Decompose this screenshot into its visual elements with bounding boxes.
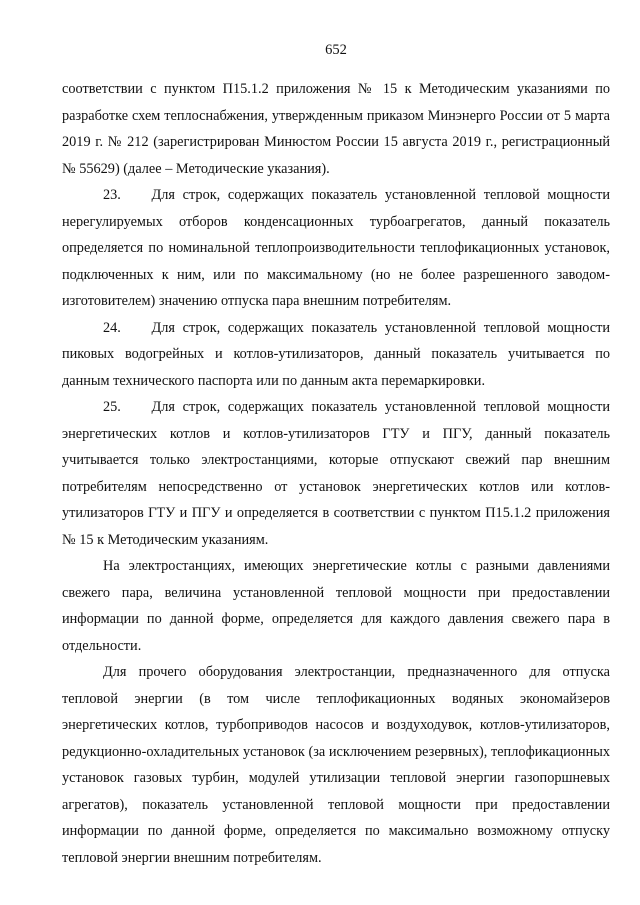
paragraph-continuation: соответствии с пунктом П15.1.2 приложения № 15 к Методическим указаниями по разработке схем теплоснабжения, утвержденным приказом Минэнерго России от 5 марта 2019 г. № 212 (зарегистрирован Минюстом России 15 августа 2019 г., регистрационный № 55629) (далее – Методические указания). bbox=[62, 81, 610, 177]
page-number: 652 bbox=[325, 42, 347, 58]
paragraph-other-equipment: Для прочего оборудования электростанции, предназначенного для отпуска тепловой энергии (в том числе теплофикационных водяных экономайзеров энергетических котлов, турбоприводов насосов и воздуходувок, котлов-утилизаторов, редукционно-охладительных установок (за исключением резервных), теплофикационных установок газовых турбин, модулей утилизации тепловой энергии газопоршневых агрегатов), показатель установленной тепловой мощности при предоставлении информации по данной форме, определяется по максимально возможному отпуску тепловой энергии внешним потребителям. bbox=[62, 664, 610, 866]
paragraph-item-23: 23. Для строк, содержащих показатель установленной тепловой мощности нерегулируемых отборов конденсационных турбоагрегатов, данный показатель определяется по номинальной теплопроизводительности теплофикационных установок, подключенных к ним, или по максимальному (но не более разрешенного заводом-изготовителем) значению отпуска пара внешним потребителям. bbox=[62, 187, 610, 309]
paragraph-item-25: 25. Для строк, содержащих показатель установленной тепловой мощности энергетических котлов и котлов-утилизаторов ГТУ и ПГУ, данный показатель учитывается только электростанциями, которые отпускают свежий пар внешним потребителям непосредственно от установок энергетических котлов или котлов-утилизаторов ГТУ и ПГУ и определяется в соответствии с пунктом П15.1.2 приложения № 15 к Методическим указаниям. bbox=[62, 399, 610, 548]
paragraph-fresh-steam-pressure: На электростанциях, имеющих энергетические котлы с разными давлениями свежего пара, величина установленной тепловой мощности при предоставлении информации по данной форме, определяется для каждого давления свежего пара в отдельности. bbox=[62, 558, 610, 654]
document-body bbox=[62, 76, 610, 871]
paragraph-item-24: 24. Для строк, содержащих показатель установленной тепловой мощности пиковых водогрейных и котлов-утилизаторов, данный показатель учитывается по данным технического паспорта или по данным акта перемаркировки. bbox=[62, 319, 610, 389]
